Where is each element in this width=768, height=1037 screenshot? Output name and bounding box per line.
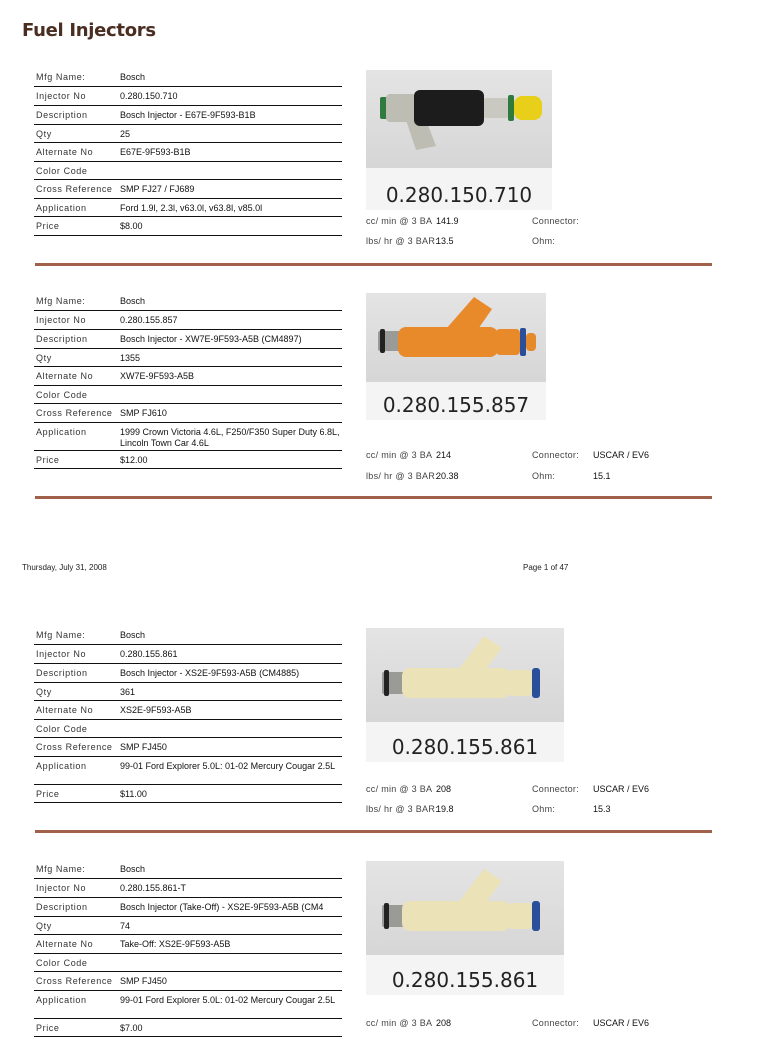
- label-injector: Injector No: [36, 91, 87, 101]
- label-connector: Connector:: [532, 1018, 580, 1028]
- row-qty: [34, 683, 342, 701]
- record-divider: [35, 496, 712, 499]
- label-crossref: Cross Reference: [36, 742, 113, 752]
- label-alternate: Alternate No: [36, 939, 94, 949]
- label-color: Color Code: [36, 958, 88, 968]
- row-application: [34, 423, 342, 451]
- injector-photo: [366, 861, 564, 995]
- label-alternate: Alternate No: [36, 705, 94, 715]
- injector-record: [0, 860, 768, 1033]
- label-ohm: Ohm:: [532, 804, 556, 814]
- value-crossref: SMP FJ610: [120, 408, 167, 418]
- label-qty: Qty: [36, 353, 52, 363]
- label-crossref: Cross Reference: [36, 408, 113, 418]
- value-price: $8.00: [120, 221, 143, 231]
- value-lbs: 20.38: [436, 471, 459, 481]
- label-connector: Connector:: [532, 784, 580, 794]
- value-connector: USCAR / EV6: [593, 784, 650, 794]
- row-qty: [34, 349, 342, 367]
- value-lbs: 13.5: [436, 236, 454, 246]
- value-crossref: SMP FJ450: [120, 976, 167, 986]
- value-description: Bosch Injector - XW7E-9F593-A5B (CM4897): [120, 334, 302, 344]
- label-crossref: Cross Reference: [36, 184, 113, 194]
- value-mfg: Bosch: [120, 630, 146, 640]
- row-qty: [34, 125, 342, 143]
- value-cc: 141.9: [436, 216, 459, 226]
- label-crossref: Cross Reference: [36, 976, 113, 986]
- row-price: [34, 217, 342, 236]
- footer-page-number: Page 1 of 47: [523, 563, 569, 572]
- value-color: [120, 720, 342, 724]
- value-application: 99-01 Ford Explorer 5.0L: 01-02 Mercury Cougar 2.5L: [120, 995, 336, 1005]
- row-price: [34, 451, 342, 469]
- value-crossref: SMP FJ450: [120, 742, 167, 752]
- label-cc: cc/ min @ 3 BA: [366, 450, 433, 460]
- row-crossref: [34, 738, 342, 757]
- value-cc: 214: [436, 450, 452, 460]
- value-connector: USCAR / EV6: [593, 450, 650, 460]
- value-injector: 0.280.155.861: [120, 649, 178, 659]
- value-lbs: 19.8: [436, 804, 454, 814]
- value-price: $11.00: [120, 789, 147, 799]
- label-mfg: Mfg Name:: [36, 864, 86, 874]
- value-application: Ford 1.9l, 2.3l, v63.0l, v63.8l, v85.0l: [120, 203, 263, 213]
- label-connector: Connector:: [532, 216, 580, 226]
- label-lbs: lbs/ hr @ 3 BAR:: [366, 804, 438, 814]
- label-injector: Injector No: [36, 315, 87, 325]
- label-description: Description: [36, 902, 88, 912]
- row-injector: [34, 311, 342, 330]
- value-mfg: Bosch: [120, 72, 146, 82]
- label-injector: Injector No: [36, 883, 87, 893]
- label-mfg: Mfg Name:: [36, 72, 86, 82]
- label-cc: cc/ min @ 3 BA: [366, 216, 433, 226]
- label-injector: Injector No: [36, 649, 87, 659]
- row-injector: [34, 879, 342, 898]
- row-crossref: [34, 404, 342, 423]
- value-mfg: Bosch: [120, 296, 146, 306]
- row-alternate: [34, 701, 342, 720]
- label-connector: Connector:: [532, 450, 580, 460]
- value-qty: 74: [120, 921, 131, 931]
- value-color: [120, 162, 342, 166]
- value-mfg: Bosch: [120, 864, 146, 874]
- label-cc: cc/ min @ 3 BA: [366, 1018, 433, 1028]
- row-mfg: [34, 68, 342, 87]
- photo-part-number: 0.280.155.861: [391, 968, 539, 992]
- label-price: Price: [36, 789, 60, 799]
- value-alternate: Take-Off: XS2E-9F593-A5B: [120, 939, 231, 949]
- value-alternate: E67E-9F593-B1B: [120, 147, 191, 157]
- row-color: [34, 954, 342, 972]
- spec-table: [34, 68, 342, 236]
- label-application: Application: [36, 203, 87, 213]
- value-crossref: SMP FJ27 / FJ689: [120, 184, 195, 194]
- label-ohm: Ohm:: [532, 236, 556, 246]
- label-color: Color Code: [36, 390, 88, 400]
- page-title: Fuel Injectors: [22, 20, 156, 41]
- row-mfg: [34, 292, 342, 311]
- row-mfg: [34, 860, 342, 879]
- record-divider: [35, 830, 712, 833]
- label-application: Application: [36, 995, 87, 1005]
- injector-body: [414, 90, 484, 126]
- value-cc: 208: [436, 784, 452, 794]
- row-description: [34, 664, 342, 683]
- value-cc: 208: [436, 1018, 452, 1028]
- photo-part-number: 0.280.155.857: [382, 393, 530, 417]
- row-mfg: [34, 626, 342, 645]
- row-alternate: [34, 143, 342, 162]
- row-application: [34, 757, 342, 785]
- value-application: 99-01 Ford Explorer 5.0L: 01-02 Mercury Cougar 2.5L: [120, 761, 336, 771]
- row-color: [34, 720, 342, 738]
- row-injector: [34, 87, 342, 106]
- row-application: [34, 991, 342, 1019]
- label-mfg: Mfg Name:: [36, 630, 86, 640]
- label-alternate: Alternate No: [36, 147, 94, 157]
- value-price: $12.00: [120, 455, 148, 465]
- row-description: [34, 106, 342, 125]
- label-lbs: lbs/ hr @ 3 BAR:: [366, 236, 438, 246]
- value-description: Bosch Injector (Take-Off) - XS2E-9F593-A5B (CM4: [120, 902, 324, 912]
- label-qty: Qty: [36, 921, 52, 931]
- row-crossref: [34, 972, 342, 991]
- value-description: Bosch Injector - XS2E-9F593-A5B (CM4885): [120, 668, 300, 678]
- spec-table: [34, 292, 342, 469]
- spec-table: [34, 626, 342, 803]
- label-description: Description: [36, 110, 88, 120]
- photo-part-number: 0.280.155.861: [391, 735, 539, 759]
- record-divider: [35, 263, 712, 266]
- value-alternate: XW7E-9F593-A5B: [120, 371, 195, 381]
- row-description: [34, 898, 342, 917]
- footer-date: Thursday, July 31, 2008: [22, 563, 107, 572]
- label-cc: cc/ min @ 3 BA: [366, 784, 433, 794]
- value-price: $7.00: [120, 1023, 143, 1033]
- label-price: Price: [36, 1023, 60, 1033]
- row-alternate: [34, 935, 342, 954]
- label-description: Description: [36, 668, 88, 678]
- value-color: [120, 954, 342, 958]
- row-color: [34, 386, 342, 404]
- row-injector: [34, 645, 342, 664]
- value-injector: 0.280.155.857: [120, 315, 178, 325]
- label-qty: Qty: [36, 687, 52, 697]
- label-qty: Qty: [36, 129, 52, 139]
- row-crossref: [34, 180, 342, 199]
- injector-photo: [366, 293, 546, 420]
- value-connector: USCAR / EV6: [593, 1018, 650, 1028]
- value-qty: 1355: [120, 353, 141, 363]
- row-alternate: [34, 367, 342, 386]
- injector-photo: [366, 70, 552, 210]
- row-application: [34, 199, 342, 217]
- label-application: Application: [36, 761, 87, 771]
- value-description: Bosch Injector - E67E-9F593-B1B: [120, 110, 256, 120]
- value-injector: 0.280.150.710: [120, 91, 178, 101]
- injector-photo: [366, 628, 564, 762]
- value-color: [120, 386, 342, 390]
- row-color: [34, 162, 342, 180]
- row-price: [34, 785, 342, 803]
- row-qty: [34, 917, 342, 935]
- value-qty: 25: [120, 129, 131, 139]
- spec-table: [34, 860, 342, 1037]
- value-ohm: 15.1: [593, 471, 611, 481]
- value-injector: 0.280.155.861-T: [120, 883, 187, 893]
- label-price: Price: [36, 221, 60, 231]
- value-ohm: 15.3: [593, 804, 611, 814]
- row-price: [34, 1019, 342, 1037]
- label-color: Color Code: [36, 166, 88, 176]
- label-color: Color Code: [36, 724, 88, 734]
- label-price: Price: [36, 455, 60, 465]
- label-lbs: lbs/ hr @ 3 BAR:: [366, 471, 438, 481]
- label-ohm: Ohm:: [532, 471, 556, 481]
- label-alternate: Alternate No: [36, 371, 94, 381]
- label-description: Description: [36, 334, 88, 344]
- value-application: 1999 Crown Victoria 4.6L, F250/F350 Super Duty 6.8L, Lincoln Town Car 4.6L: [120, 427, 340, 448]
- value-qty: 361: [120, 687, 136, 697]
- label-application: Application: [36, 427, 87, 437]
- value-alternate: XS2E-9F593-A5B: [120, 705, 192, 715]
- photo-part-number: 0.280.150.710: [385, 183, 533, 207]
- label-mfg: Mfg Name:: [36, 296, 86, 306]
- row-description: [34, 330, 342, 349]
